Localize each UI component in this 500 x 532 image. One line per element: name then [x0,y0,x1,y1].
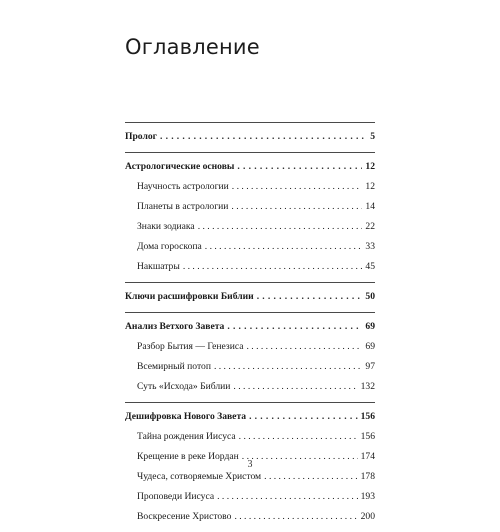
toc-subchapter[interactable] [125,377,375,397]
toc-subchapter[interactable] [125,337,375,357]
toc-entry-title: Научность астрологии [137,181,229,192]
toc-entry-page: 22 [365,221,375,232]
dot-leader [237,157,362,177]
dot-leader [183,257,363,277]
toc-section [125,152,375,282]
toc-entry-title: Крещение в реке Иордан [137,451,239,462]
dot-leader [227,317,362,337]
toc-subchapter[interactable] [125,257,375,277]
toc-entry-page: 12 [365,161,375,172]
toc-entry-page: 132 [360,381,375,392]
page-number: 3 [247,459,253,470]
toc-subchapter[interactable] [125,197,375,217]
toc-entry-title: Суть «Исхода» Библии [137,381,231,392]
toc-section [125,122,375,152]
toc-entry-title: Пролог [125,131,158,142]
toc-entry-title: Дома гороскопа [137,241,202,252]
toc-section [125,282,375,312]
dot-leader [264,467,357,487]
toc-entry-title: Знаки зодиака [137,221,195,232]
toc-entry-page: 174 [360,451,375,462]
toc-entry-page: 69 [365,321,375,332]
dot-leader [214,357,362,377]
toc-entry-page: 69 [365,341,375,352]
dot-leader [160,127,367,147]
toc-subchapter[interactable] [125,487,375,507]
toc-entry-page: 156 [360,431,375,442]
toc-chapter[interactable] [125,407,375,427]
toc-subchapter[interactable] [125,217,375,237]
toc-section [125,312,375,402]
dot-leader [257,287,363,307]
toc-subchapter[interactable] [125,177,375,197]
toc-entry-page: 193 [360,491,375,502]
toc-chapter[interactable] [125,317,375,337]
toc-entry-page: 45 [365,261,375,272]
dot-leader [249,407,358,427]
toc-entry-page: 178 [360,471,375,482]
toc-entry-title: Планеты в астрологии [137,201,229,212]
dot-leader [246,337,362,357]
toc-subchapter[interactable] [125,467,375,487]
dot-leader [233,377,357,397]
toc-entry-title: Ключи расшифровки Библии [125,291,254,302]
toc-subchapter[interactable] [125,237,375,257]
toc-entry-page: 156 [360,411,375,422]
toc-entry-title: Воскресение Христово [137,511,232,522]
toc-entry-title: Накшатры [137,261,180,272]
dot-leader [232,177,363,197]
dot-leader [239,427,358,447]
toc-entry-title: Разбор Бытия — Генезиса [137,341,244,352]
toc-entry-page: 97 [365,361,375,372]
dot-leader [234,507,357,527]
toc-chapter[interactable] [125,127,375,147]
toc-subchapter[interactable] [125,507,375,527]
toc-chapter[interactable] [125,287,375,307]
toc-entry-page: 33 [365,241,375,252]
toc-entry-page: 5 [370,131,375,142]
toc-subchapter[interactable] [125,427,375,447]
dot-leader [205,237,363,257]
toc-entry-title: Анализ Ветхого Завета [125,321,225,332]
dot-leader [231,197,362,217]
toc-entry-title: Проповеди Иисуса [137,491,215,502]
toc-subchapter[interactable] [125,357,375,377]
toc-entry-title: Дешифровка Нового Завета [125,411,247,422]
toc-entry-title: Тайна рождения Иисуса [137,431,236,442]
toc-entry-page: 50 [365,291,375,302]
dot-leader [217,487,358,507]
dot-leader [198,217,363,237]
toc-entry-title: Чудеса, сотворяемые Христом [137,471,262,482]
toc-entry-page: 14 [365,201,375,212]
page-title: Оглавление [125,35,260,59]
table-of-contents [125,122,375,532]
toc-chapter[interactable] [125,157,375,177]
toc-entry-title: Всемирный потоп [137,361,211,372]
toc-entry-title: Астрологические основы [125,161,235,172]
toc-entry-page: 12 [365,181,375,192]
toc-entry-page: 200 [360,511,375,522]
